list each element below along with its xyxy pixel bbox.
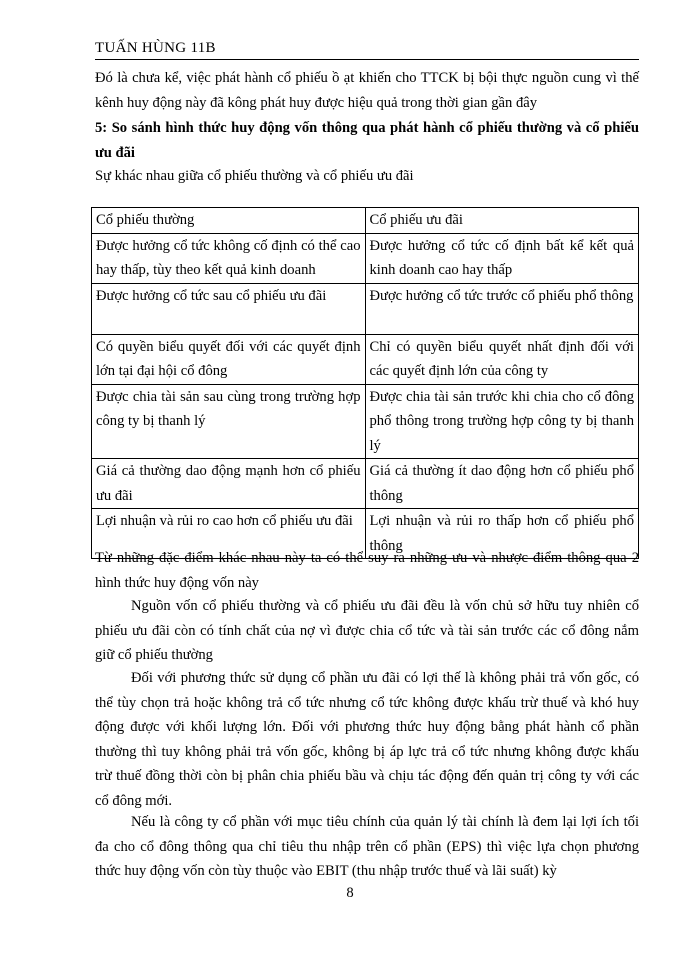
table-row <box>92 459 639 509</box>
table-cell: Giá cả thường ít dao động hơn cổ phiếu phổ thông <box>365 459 639 509</box>
table-cell: Giá cả thường dao động mạnh hơn cổ phiếu ưu đãi <box>92 459 366 509</box>
table-cell: Được hưởng cổ tức không cố định có thể cao hay thấp, tùy theo kết quả kinh doanh <box>92 233 366 283</box>
table-cell: Được hưởng cổ tức trước cổ phiếu phổ thông <box>365 283 639 334</box>
comparison-table <box>91 207 639 559</box>
table-row <box>92 283 639 334</box>
header-preferred-stock: Cổ phiếu ưu đãi <box>365 208 639 234</box>
table-cell: Chỉ có quyền biểu quyết nhất định đối với các quyết định lớn của công ty <box>365 334 639 384</box>
table-row <box>92 233 639 283</box>
table-cell: Được chia tài sản trước khi chia cho cổ đông phổ thông trong trường hợp công ty bị thanh lý <box>365 384 639 459</box>
paragraph-capital-sources: Nguồn vốn cổ phiếu thường và cổ phiếu ưu đãi đều là vốn chủ sở hữu tuy nhiên cổ phiếu ưu đãi còn có tính chất của nợ vì được chia cổ tức và tài sản trước các cổ đông nắm giữ cổ phiếu thường <box>95 598 639 663</box>
table-cell: Được hưởng cổ tức cố định bất kể kết quả kinh doanh cao hay thấp <box>365 233 639 283</box>
table-cell: Có quyền biểu quyết đối với các quyết định lớn tại đại hội cổ đông <box>92 334 366 384</box>
page-header: TUẤN HÙNG 11B <box>95 40 639 60</box>
table-header-row <box>92 208 639 234</box>
paragraph-preferred-method: Đối với phương thức sử dụng cổ phần ưu đãi có lợi thế là không phải trả vốn gốc, có thể tùy chọn trả hoặc không trả cổ tức nhưng cổ tức không được khấu trừ thuế và khó huy động được với khối lượng lớn. Đối với phương thức huy động bằng phát hành cổ phần thường thì tuy không phải trả vốn gốc, không bị áp lực trả cổ tức nhưng không được khấu trừ thuế đồng thời còn bị phân chia phiếu bầu và chịu tác động đến quản trị công ty với các cổ đông mới. <box>95 670 639 809</box>
paragraph-eps: Nếu là công ty cổ phần với mục tiêu chính của quản lý tài chính là đem lại lợi ích tối đa cho cổ đông thông qua chỉ tiêu thu nhập trên cổ phần (EPS) thì việc lựa chọn phương thức huy động vốn còn tùy thuộc vào EBIT (thu nhập trước thuế và lãi suất) kỳ <box>95 814 639 879</box>
header-common-stock: Cổ phiếu thường <box>92 208 366 234</box>
table-cell: Được hưởng cổ tức sau cổ phiếu ưu đãi <box>92 283 366 334</box>
paragraph-after-table: Từ những đặc điểm khác nhau này ta có thể suy ra những ưu và nhược điểm thông qua 2 hình thức huy động vốn này <box>95 550 639 591</box>
table-row <box>92 334 639 384</box>
page-number: 8 <box>346 885 354 901</box>
section-heading: 5: So sánh hình thức huy động vốn thông qua phát hành cổ phiếu thường và cổ phiếu ưu đãi <box>95 120 639 161</box>
table-intro: Sự khác nhau giữa cổ phiếu thường và cổ phiếu ưu đãi <box>95 168 414 184</box>
paragraph-intro-context: Đó là chưa kể, việc phát hành cổ phiếu ồ ạt khiến cho TTCK bị bội thực nguồn cung vì thế kênh huy động này đã kông phát huy được hiệu quả trong thời gian gần đây <box>95 70 639 111</box>
table-cell: Lợi nhuận và rủi ro cao hơn cổ phiếu ưu đãi <box>92 509 366 559</box>
table-row <box>92 384 639 459</box>
table-cell: Lợi nhuận và rủi ro thấp hơn cổ phiếu phổ thông <box>365 509 639 559</box>
table-cell: Được chia tài sản sau cùng trong trường hợp công ty bị thanh lý <box>92 384 366 459</box>
